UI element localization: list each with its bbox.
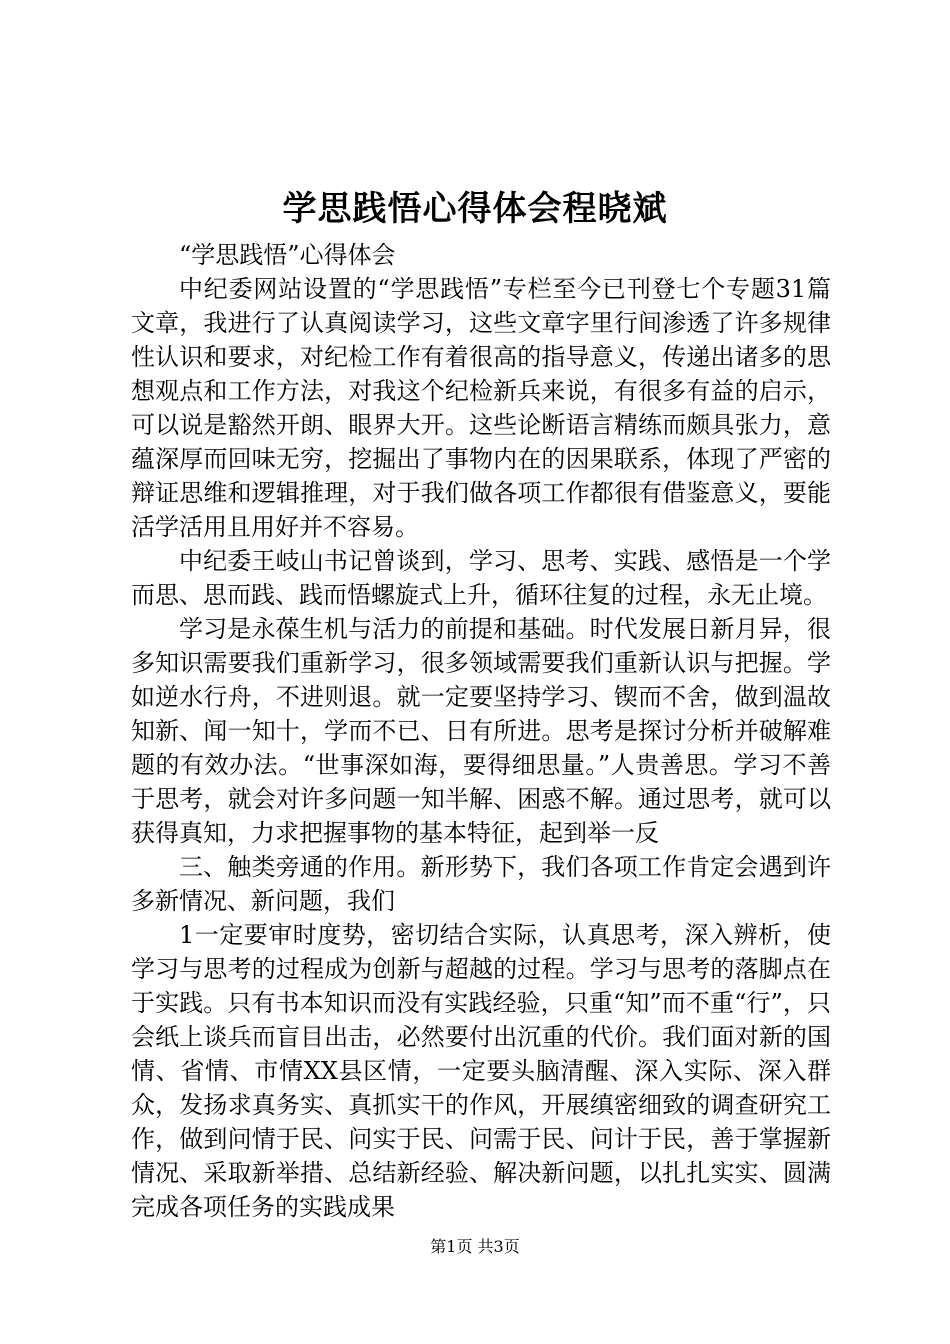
document-title: 学思践悟心得体会程晓斌 [282,189,668,229]
paragraph: 1一定要审时度势，密切结合实际，认真思考，深入辨析，使学习与思考的过程成为创新与超越的过程。学习与思考的落脚点在于实践。只有书本知识而没有实践经验，只重“知”而不重“行”，只会纸上谈兵而盲目出击，必然要付出沉重的代价。我们面对新的国情、省情、市情XX县区情，一定要头脑清醒、深入实际、深入群众，发扬求真务实、真抓实干的作风，开展缜密细致的调查研究工作，做到问情于民、问实于民、问需于民、问计于民，善于掌握新情况、采取新举措、总结新经验、解决新问题，以扎扎实实、圆满完成各项任务的实践成果 [131,921,831,1221]
paragraph-subtitle: “学思践悟”心得体会 [179,241,396,269]
document-body [131,238,831,1224]
page-footer: 第1页 共3页 [430,1237,520,1256]
paragraph: 中纪委网站设置的“学思践悟”专栏至今已刊登七个专题31篇文章，我进行了认真阅读学习，这些文章字里行间渗透了许多规律性认识和要求，对纪检工作有着很高的指导意义，传递出诸多的思想观点和工作方法，对我这个纪检新兵来说，有很多有益的启示，可以说是豁然开朗、眼界大开。这些论断语言精练而颇具张力，意蕴深厚而回味无穷，挖掘出了事物内在的因果联系，体现了严密的辩证思维和逻辑推理，对于我们做各项工作都很有借鉴意义，要能活学活用且用好并不容易。 [131,275,831,541]
paragraph: 三、触类旁通的作用。新形势下，我们各项工作肯定会遇到许多新情况、新问题，我们 [131,853,831,915]
paragraph: 中纪委王岐山书记曾谈到，学习、思考、实践、感悟是一个学而思、思而践、践而悟螺旋式上升，循环往复的过程，永无止境。 [131,547,831,609]
paragraph: 学习是永葆生机与活力的前提和基础。时代发展日新月异，很多知识需要我们重新学习，很多领域需要我们重新认识与把握。学如逆水行舟，不进则退。就一定要坚持学习、锲而不舍，做到温故知新、闻一知十，学而不已、日有所进。思考是探讨分析并破解难题的有效办法。“世事深如海，要得细思量。”人贵善思。学习不善于思考，就会对许多问题一知半解、困惑不解。通过思考，就可以获得真知，力求把握事物的基本特征，起到举一反 [131,615,831,847]
